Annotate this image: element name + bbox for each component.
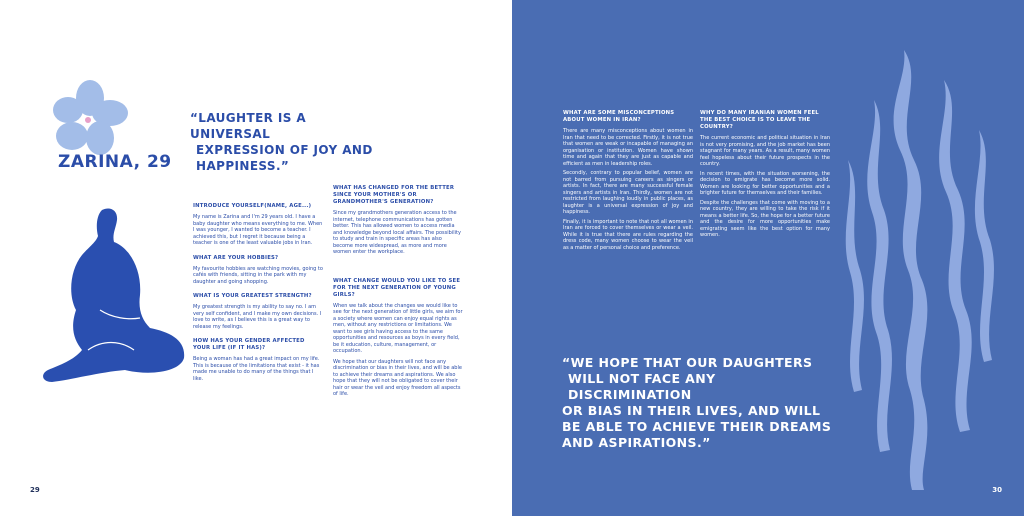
pull-quote-left — [190, 110, 390, 174]
qa-column-right-page-b — [700, 110, 830, 242]
right-page — [512, 0, 1024, 516]
pull-quote-line: OR BIAS IN THEIR LIVES, AND WILL — [562, 403, 821, 418]
question-heading: WHAT HAS CHANGED FOR THE BETTER SINCE YOUR MOTHER'S OR GRANDMOTHER'S GENERATION? — [333, 185, 455, 205]
pull-quote-line: EXPRESSION OF JOY AND — [196, 143, 373, 157]
answer-text: Finally, it is important to note that not all women in Iran are forced to cover themselves or wear a veil. While it is true that there are rules regarding the dress code, many women choose to wear the veil as a matter of personal choice and preference. — [563, 218, 693, 251]
pull-quote-line: BE ABLE TO ACHIEVE THEIR DREAMS — [562, 419, 832, 434]
question-heading: WHAT ARE YOUR HOBBIES? — [193, 254, 279, 261]
page-number-left: 29 — [30, 486, 40, 494]
pull-quote-line: HAPPINESS.” — [196, 159, 290, 173]
question-heading: INTRODUCE YOURSELF(NAME, AGE...) — [193, 203, 312, 209]
answer-text: In recent times, with the situation worsening, the decision to emigrate has become more solid. Women are looking for better opportunities and a brighter future for themselves and their families. — [700, 170, 830, 196]
seated-figure-illustration — [30, 200, 190, 390]
seaweed-illustration — [834, 40, 1004, 490]
qa-column-right-page-a — [563, 110, 693, 254]
question-heading: WHY DO MANY IRANIAN WOMEN FEEL THE BEST CHOICE IS TO LEAVE THE COUNTRY? — [700, 110, 819, 130]
pull-quote-line: AND ASPIRATIONS.” — [562, 435, 711, 450]
pull-quote-line: “WE HOPE THAT OUR DAUGHTERS — [562, 355, 813, 370]
pull-quote-line: “LAUGHTER IS A UNIVERSAL — [190, 111, 307, 141]
flower-illustration — [50, 78, 130, 158]
answer-text: When we talk about the changes we would like to see for the next generation of little girls, we aim for a society where women can enjoy equal rights as men, without any restrictions or limitations. We want to see girls having access to the same opportunities and resources as boys in every field, be it education, culture, management, or occupation. — [333, 302, 463, 354]
question-heading: HOW HAS YOUR GENDER AFFECTED YOUR LIFE (IF IT HAS)? — [193, 338, 305, 351]
qa-column-right — [333, 185, 463, 406]
answer-text: We hope that our daughters will not face any discrimination or bias in their lives, and will be able to achieve their dreams and aspirations. We also hope that they will not be obligated to cover their hair or wear the veil and enjoy freedom all aspects of life. — [333, 358, 462, 397]
qa-column-left — [193, 203, 323, 390]
question-heading: WHAT IS YOUR GREATEST STRENGTH? — [193, 293, 312, 299]
answer-text: My name is Zarina and I'm 29 years old. I have a baby daughter who means everything to me. When I was younger, I wanted to become a teacher. I achieved this, but I regret it because being a teacher is one of the least valuable jobs in Iran. — [193, 214, 323, 246]
answer-text: There are many misconceptions about women in Iran that need to be corrected. Firstly, it is not true that women are weak or incapable of managing an organisation or institution. Women have shown time and again that they are just as capable and efficient as men in leadership roles. — [563, 128, 693, 167]
answer-text: Secondly, contrary to popular belief, women are not barred from pursuing careers as singers or artists. In fact, there are many successful female singers and artists in Iran. Thirdly, women are not restricted from laughing loudly in public places, as laughter is a universal expression of joy and happiness. — [563, 170, 693, 215]
answer-text: Despite the challenges that come with moving to a new country, they are willing to take the risk if it means a better life. So, the hope for a better future and the desire for more opportunities make emigrating seem like the best option for many women. — [700, 199, 830, 238]
answer-text: My greatest strength is my ability to say no. I am very self confident, and I make my own decisions. I love to write, as I believe this is a great way to release my feelings. — [193, 304, 322, 330]
question-heading: WHAT ARE SOME MISCONCEPTIONS ABOUT WOMEN IN IRAN? — [563, 110, 675, 123]
answer-text: Being a woman has had a great impact on my life. This is because of the limitations that exist - it has made me unable to do many of the things that I like. — [193, 356, 320, 382]
pull-quote-right — [562, 355, 842, 451]
answer-text: Since my grandmothers generation access to the internet, telephone communications has gotten better. This has allowed women to access media and knowledge beyond local affairs. The possibility to study and train in specific areas has also become more widespread, as more and more women enter the workplace. — [333, 210, 461, 255]
pull-quote-line: WILL NOT FACE ANY DISCRIMINATION — [568, 371, 716, 402]
answer-text: My favourite hobbies are watching movies, going to cafés with friends, sitting in the park with my daughter and going shopping. — [193, 265, 323, 285]
interviewee-name: ZARINA, 29 — [58, 152, 172, 172]
question-heading: WHAT CHANGE WOULD YOU LIKE TO SEE FOR THE NEXT GENERATION OF YOUNG GIRLS? — [333, 277, 461, 298]
page-number-right: 30 — [992, 486, 1002, 494]
answer-text: The current economic and political situation in Iran is not very promising, and the job market has been stagnant for many years. As a result, many women feel hopeless about their future prospects in the country. — [700, 135, 830, 167]
